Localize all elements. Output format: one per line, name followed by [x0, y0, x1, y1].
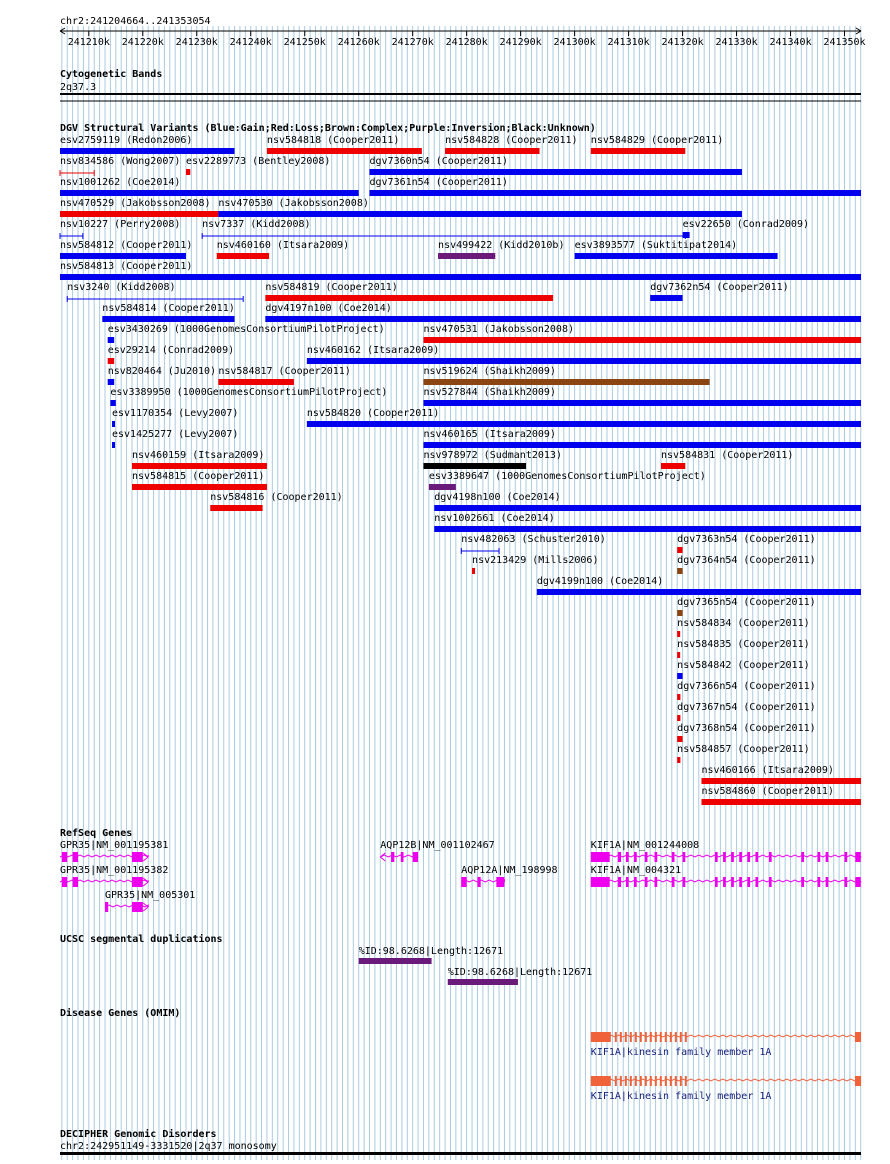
refseq-exon[interactable]: [73, 852, 78, 862]
omim-exon[interactable]: [645, 1032, 647, 1042]
dgv-variant-label[interactable]: nsv584835 (Cooper2011): [677, 639, 810, 650]
ruler-tick-label: 241280k: [445, 37, 488, 48]
dgv-variant-bar[interactable]: [677, 715, 680, 721]
dgv-variant-bar[interactable]: [575, 253, 778, 259]
ruler-tick-label: 241320k: [661, 37, 704, 48]
dgv-variant-bar[interactable]: [369, 190, 861, 196]
dgv-variant-bar[interactable]: [701, 799, 861, 805]
refseq-exon[interactable]: [755, 852, 758, 862]
refseq-exon[interactable]: [618, 852, 621, 862]
decipher-bar[interactable]: [60, 1152, 861, 1155]
omim-exon[interactable]: [660, 1032, 662, 1042]
dgv-variant-bar[interactable]: [217, 253, 269, 259]
omim-exon[interactable]: [615, 1076, 617, 1086]
coordinate-label: chr2:241204664..241353054: [60, 16, 211, 27]
dgv-variant-bar[interactable]: [677, 610, 682, 616]
ruler-tick-label: 241300k: [553, 37, 596, 48]
refseq-exon[interactable]: [672, 852, 675, 862]
omim-exon[interactable]: [680, 1032, 682, 1042]
dgv-variant-label[interactable]: nsv584818 (Cooper2011): [266, 135, 400, 146]
refseq-exon[interactable]: [715, 852, 718, 862]
dgv-variant-label[interactable]: dgv4198n100 (Coe2014): [434, 492, 561, 503]
dgv-variant-bar[interactable]: [423, 400, 861, 406]
dgv-variant-label[interactable]: nsv834586 (Wong2007): [60, 156, 181, 167]
ruler-tick-label: 241210k: [67, 37, 110, 48]
dgv-variant-label[interactable]: esv3893577 (Suktitipat2014): [574, 240, 738, 251]
dgv-variant-label[interactable]: dgv7365n54 (Cooper2011): [677, 597, 816, 608]
dgv-variant-label[interactable]: nsv470530 (Jakobsson2008): [218, 198, 369, 209]
dgv-variant-bar[interactable]: [132, 484, 267, 490]
refseq-exon[interactable]: [626, 877, 629, 887]
dgv-variant-bar[interactable]: [60, 274, 861, 280]
dgv-variant-label[interactable]: nsv527844 (Shaikh2009): [423, 387, 556, 398]
dgv-variant-bar[interactable]: [423, 379, 709, 385]
refseq-exon[interactable]: [747, 877, 750, 887]
refseq-exon[interactable]: [769, 877, 772, 887]
dgv-variant-bar[interactable]: [661, 463, 685, 469]
dgv-variant-bar[interactable]: [112, 442, 115, 448]
dgv-variant-bar[interactable]: [677, 547, 682, 553]
refseq-exon[interactable]: [826, 877, 829, 887]
ruler-tick-label: 241220k: [121, 37, 164, 48]
dgv-variant-label[interactable]: nsv584817 (Cooper2011): [218, 366, 351, 377]
dgv-variant-label[interactable]: esv2289773 (Bentley2008): [185, 156, 331, 167]
ruler-tick-label: 241260k: [337, 37, 380, 48]
refseq-exon[interactable]: [747, 852, 750, 862]
omim-exon[interactable]: [665, 1032, 667, 1042]
dgv-variant-bar[interactable]: [434, 505, 861, 511]
dgv-variant-bar[interactable]: [108, 379, 114, 385]
dgv-variant-bar[interactable]: [218, 379, 294, 385]
refseq-exon[interactable]: [132, 877, 143, 887]
dgv-variant-bar[interactable]: [218, 211, 742, 217]
refseq-exon[interactable]: [818, 852, 821, 862]
dgv-variant-label[interactable]: dgv4197n100 (Coe2014): [265, 303, 392, 314]
omim-exon[interactable]: [650, 1076, 652, 1086]
refseq-gene-label[interactable]: KIF1A|NM_001244008: [590, 840, 700, 851]
segdup-label[interactable]: %ID:98.6268|Length:12671: [358, 946, 504, 957]
dgv-variant-label[interactable]: esv3389950 (1000GenomesConsortiumPilotProject): [110, 387, 388, 398]
dgv-variant-bar[interactable]: [677, 736, 682, 742]
dgv-variant-label[interactable]: esv3430269 (1000GenomesConsortiumPilotProject): [107, 324, 385, 335]
dgv-variant-bar[interactable]: [537, 589, 861, 595]
dgv-variant-label[interactable]: esv22650 (Conrad2009): [682, 219, 810, 230]
refseq-exon[interactable]: [591, 852, 610, 862]
dgv-variant-label[interactable]: nsv584831 (Cooper2011): [660, 450, 794, 461]
dgv-variant-bar[interactable]: [108, 337, 114, 343]
omim-exon[interactable]: [670, 1032, 672, 1042]
dgv-variant-label[interactable]: esv29214 (Conrad2009): [107, 345, 235, 356]
dgv-variant-bar[interactable]: [472, 568, 475, 574]
refseq-exon[interactable]: [645, 852, 648, 862]
refseq-exon[interactable]: [62, 877, 67, 887]
omim-exon[interactable]: [640, 1076, 642, 1086]
omim-exon[interactable]: [660, 1076, 662, 1086]
dgv-variant-label[interactable]: esv3389647 (1000GenomesConsortiumPilotProject): [428, 471, 706, 482]
refseq-exon[interactable]: [132, 852, 143, 862]
omim-label[interactable]: KIF1A|kinesin family member 1A: [590, 1091, 772, 1102]
dgv-variant-label[interactable]: nsv584820 (Cooper2011): [306, 408, 440, 419]
dgv-variant-label[interactable]: dgv7360n54 (Cooper2011): [369, 156, 508, 167]
dgv-variant-label[interactable]: nsv213429 (Mills2006): [472, 555, 599, 566]
refseq-gene-label[interactable]: GPR35|NM_001195381: [60, 840, 169, 851]
dgv-variant-bar[interactable]: [677, 568, 682, 574]
dgv-variant-label[interactable]: dgv7366n54 (Cooper2011): [677, 681, 816, 692]
omim-exon[interactable]: [670, 1076, 672, 1086]
refseq-gene-label[interactable]: GPR35|NM_005301: [104, 890, 196, 901]
refseq-exon[interactable]: [818, 877, 821, 887]
refseq-exon[interactable]: [655, 877, 658, 887]
refseq-exon[interactable]: [413, 852, 418, 862]
segdup-label[interactable]: %ID:98.6268|Length:12671: [447, 967, 593, 978]
dgv-variant-bar[interactable]: [186, 169, 190, 175]
dgv-variant-bar[interactable]: [591, 148, 685, 154]
omim-exon[interactable]: [675, 1032, 677, 1042]
refseq-exon[interactable]: [477, 877, 480, 887]
dgv-variant-bar[interactable]: [423, 442, 861, 448]
track-title-decipher: DECIPHER Genomic Disorders: [60, 1129, 217, 1140]
omim-exon[interactable]: [615, 1032, 617, 1042]
refseq-exon[interactable]: [618, 877, 621, 887]
dgv-variant-bar[interactable]: [265, 316, 861, 322]
ruler-tick-label: 241350k: [823, 37, 866, 48]
dgv-variant-label[interactable]: dgv7363n54 (Cooper2011): [677, 534, 816, 545]
dgv-variant-bar[interactable]: [60, 190, 359, 196]
dgv-variant-bar[interactable]: [677, 673, 682, 679]
omim-exon[interactable]: [650, 1032, 652, 1042]
ruler-tick-label: 241240k: [229, 37, 272, 48]
refseq-exon[interactable]: [634, 852, 637, 862]
dgv-variant-bar[interactable]: [60, 148, 235, 154]
omim-exon[interactable]: [620, 1076, 622, 1086]
omim-exon[interactable]: [640, 1032, 642, 1042]
refseq-exon[interactable]: [683, 852, 686, 862]
dgv-variant-label[interactable]: nsv584828 (Cooper2011): [445, 135, 578, 146]
refseq-exon[interactable]: [723, 877, 726, 887]
refseq-exon[interactable]: [105, 902, 108, 912]
omim-exon[interactable]: [855, 1076, 861, 1086]
dgv-variant-bar[interactable]: [677, 757, 680, 763]
refseq-exon[interactable]: [73, 877, 78, 887]
dgv-variant-label[interactable]: esv1170354 (Levy2007): [112, 408, 239, 419]
ruler-tick-label: 241340k: [769, 37, 812, 48]
refseq-gene-label[interactable]: AQP12B|NM_001102467: [380, 840, 495, 851]
dgv-variant-bar[interactable]: [265, 295, 553, 301]
ruler-tick-label: 241330k: [715, 37, 758, 48]
dgv-variant-bar[interactable]: [307, 421, 861, 427]
ruler-tick-label: 241310k: [607, 37, 650, 48]
dgv-variant-label[interactable]: nsv584829 (Cooper2011): [590, 135, 724, 146]
refseq-exon[interactable]: [132, 902, 143, 912]
dgv-variant-label[interactable]: nsv482063 (Schuster2010): [461, 534, 606, 545]
dgv-variant-label[interactable]: nsv460159 (Itsara2009): [131, 450, 265, 461]
refseq-exon[interactable]: [845, 852, 848, 862]
strand-arrow: [143, 853, 148, 861]
dgv-variant-label[interactable]: nsv1001262 (Coe2014): [60, 177, 181, 188]
refseq-exon[interactable]: [626, 852, 629, 862]
omim-exon[interactable]: [665, 1076, 667, 1086]
refseq-exon[interactable]: [731, 877, 734, 887]
omim-exon[interactable]: [630, 1032, 632, 1042]
omim-exon[interactable]: [625, 1032, 627, 1042]
dgv-variant-bar[interactable]: [369, 169, 741, 175]
refseq-exon[interactable]: [845, 877, 848, 887]
dgv-variant-bar[interactable]: [423, 463, 526, 469]
dgv-variant-label[interactable]: dgv7367n54 (Cooper2011): [677, 702, 816, 713]
track-title-cytoband: Cytogenetic Bands: [60, 69, 163, 80]
dgv-variant-label[interactable]: nsv978972 (Sudmant2013): [423, 450, 562, 461]
cytoband-label: 2q37.3: [60, 82, 97, 93]
decipher-label[interactable]: chr2:242951149-3331520|2q37 monosomy: [60, 1141, 277, 1152]
omim-exon[interactable]: [675, 1076, 677, 1086]
omim-label[interactable]: KIF1A|kinesin family member 1A: [590, 1047, 772, 1058]
refseq-exon[interactable]: [801, 852, 804, 862]
dgv-variant-bar[interactable]: [102, 316, 234, 322]
dgv-variant-label[interactable]: nsv7337 (Kidd2008): [202, 219, 311, 230]
refseq-exon[interactable]: [731, 852, 734, 862]
strand-arrow: [380, 853, 385, 861]
refseq-exon[interactable]: [723, 852, 726, 862]
dgv-variant-bar[interactable]: [132, 463, 267, 469]
refseq-exon[interactable]: [401, 852, 404, 862]
dgv-variant-label[interactable]: nsv460165 (Itsara2009): [423, 429, 556, 440]
refseq-exon[interactable]: [655, 852, 658, 862]
omim-exon[interactable]: [635, 1032, 637, 1042]
refseq-exon[interactable]: [755, 877, 758, 887]
segdup-bar[interactable]: [359, 958, 432, 964]
refseq-exon[interactable]: [634, 877, 637, 887]
dgv-variant-bar[interactable]: [429, 484, 456, 490]
dgv-variant-label[interactable]: esv1425277 (Levy2007): [112, 429, 239, 440]
refseq-exon[interactable]: [739, 852, 742, 862]
omim-exon[interactable]: [645, 1076, 647, 1086]
omim-exon[interactable]: [655, 1032, 657, 1042]
dgv-variant-label[interactable]: nsv460166 (Itsara2009): [701, 765, 834, 776]
dgv-variant-bar[interactable]: [108, 358, 114, 364]
refseq-exon[interactable]: [645, 877, 648, 887]
dgv-variant-label[interactable]: nsv470529 (Jakobsson2008): [60, 198, 211, 209]
dgv-variant-label[interactable]: nsv10227 (Perry2008): [60, 219, 181, 230]
dgv-variant-bar[interactable]: [438, 253, 495, 259]
dgv-variant-label[interactable]: nsv584834 (Cooper2011): [677, 618, 810, 629]
omim-exon[interactable]: [591, 1076, 611, 1086]
refseq-exon[interactable]: [683, 877, 686, 887]
refseq-gene-label[interactable]: AQP12A|NM_198998: [461, 865, 558, 876]
dgv-variant-label[interactable]: nsv584842 (Cooper2011): [677, 660, 810, 671]
refseq-exon[interactable]: [801, 877, 804, 887]
dgv-variant-bar[interactable]: [683, 232, 690, 238]
dgv-variant-label[interactable]: dgv7364n54 (Cooper2011): [677, 555, 816, 566]
omim-exon[interactable]: [630, 1076, 632, 1086]
omim-exon[interactable]: [625, 1076, 627, 1086]
refseq-exon[interactable]: [391, 852, 394, 862]
omim-exon[interactable]: [591, 1032, 611, 1042]
dgv-variant-label[interactable]: dgv4199n100 (Coe2014): [536, 576, 664, 587]
track-title-omim: Disease Genes (OMIM): [60, 1008, 181, 1019]
dgv-variant-bar[interactable]: [307, 358, 861, 364]
dgv-variant-label[interactable]: nsv519624 (Shaikh2009): [423, 366, 556, 377]
dgv-variant-label[interactable]: nsv1002661 (Coe2014): [434, 513, 555, 524]
refseq-exon[interactable]: [739, 877, 742, 887]
track-title-segdup: UCSC segmental duplications: [60, 934, 223, 945]
dgv-variant-label[interactable]: nsv584813 (Cooper2011): [60, 261, 193, 272]
cytoband-bar[interactable]: [60, 93, 861, 95]
dgv-variant-label[interactable]: dgv7361n54 (Cooper2011): [369, 177, 508, 188]
dgv-variant-bar[interactable]: [445, 148, 539, 154]
omim-exon[interactable]: [655, 1076, 657, 1086]
omim-exon[interactable]: [635, 1076, 637, 1086]
ruler-tick-label: 241230k: [175, 37, 218, 48]
refseq-exon[interactable]: [672, 877, 675, 887]
dgv-variant-label[interactable]: nsv584860 (Cooper2011): [701, 786, 834, 797]
dgv-variant-label[interactable]: nsv584816 (Cooper2011): [210, 492, 343, 503]
refseq-exon[interactable]: [591, 877, 610, 887]
dgv-variant-label[interactable]: esv2759119 (Redon2006): [60, 135, 193, 146]
dgv-variant-bar[interactable]: [434, 526, 861, 532]
dgv-variant-label[interactable]: nsv460160 (Itsara2009): [216, 240, 350, 251]
refseq-exon[interactable]: [715, 877, 718, 887]
segdup-bar[interactable]: [448, 979, 518, 985]
refseq-exon[interactable]: [461, 877, 466, 887]
dgv-variant-bar[interactable]: [60, 211, 218, 217]
refseq-gene-label[interactable]: KIF1A|NM_004321: [590, 865, 682, 876]
dgv-variant-bar[interactable]: [267, 148, 422, 154]
dgv-variant-bar[interactable]: [650, 295, 682, 301]
dgv-variant-label[interactable]: nsv460162 (Itsara2009): [306, 345, 440, 356]
ruler-tick-label: 241270k: [391, 37, 434, 48]
dgv-variant-bar[interactable]: [677, 694, 680, 700]
refseq-exon[interactable]: [62, 852, 67, 862]
dgv-variant-label[interactable]: nsv499422 (Kidd2010b): [438, 240, 565, 251]
dgv-variant-bar[interactable]: [210, 505, 262, 511]
dgv-variant-label[interactable]: nsv3240 (Kidd2008): [67, 282, 176, 293]
ruler-tick-label: 241290k: [499, 37, 542, 48]
refseq-exon[interactable]: [769, 852, 772, 862]
strand-arrow: [143, 878, 148, 886]
omim-exon[interactable]: [855, 1032, 861, 1042]
dgv-variant-label[interactable]: nsv584814 (Cooper2011): [102, 303, 235, 314]
dgv-variant-bar[interactable]: [423, 337, 861, 343]
dgv-variant-bar[interactable]: [677, 631, 680, 637]
track-title-refseq: RefSeq Genes: [60, 828, 133, 839]
omim-exon[interactable]: [685, 1032, 687, 1042]
dgv-variant-label[interactable]: nsv470531 (Jakobsson2008): [423, 324, 574, 335]
dgv-variant-label[interactable]: dgv7368n54 (Cooper2011): [677, 723, 816, 734]
dgv-variant-bar[interactable]: [112, 421, 115, 427]
dgv-variant-label[interactable]: nsv584819 (Cooper2011): [265, 282, 398, 293]
omim-exon[interactable]: [685, 1076, 687, 1086]
dgv-variant-label[interactable]: nsv584857 (Cooper2011): [677, 744, 810, 755]
dgv-variant-bar[interactable]: [677, 652, 680, 658]
dgv-variant-bar[interactable]: [110, 400, 115, 406]
dgv-variant-label[interactable]: dgv7362n54 (Cooper2011): [650, 282, 789, 293]
refseq-gene-label[interactable]: GPR35|NM_001195382: [60, 865, 169, 876]
track-title-dgv: DGV Structural Variants (Blue:Gain;Red:Loss;Brown:Complex;Purple:Inversion;Black:Unknown): [60, 123, 596, 134]
ruler-tick-label: 241250k: [283, 37, 326, 48]
dgv-variant-label[interactable]: nsv820464 (Ju2010): [107, 366, 217, 377]
dgv-variant-bar[interactable]: [60, 253, 186, 259]
dgv-variant-label[interactable]: nsv584815 (Cooper2011): [131, 471, 265, 482]
dgv-variant-bar[interactable]: [701, 778, 861, 784]
omim-exon[interactable]: [680, 1076, 682, 1086]
dgv-variant-label[interactable]: nsv584812 (Cooper2011): [60, 240, 193, 251]
omim-exon[interactable]: [620, 1032, 622, 1042]
refseq-exon[interactable]: [826, 852, 829, 862]
